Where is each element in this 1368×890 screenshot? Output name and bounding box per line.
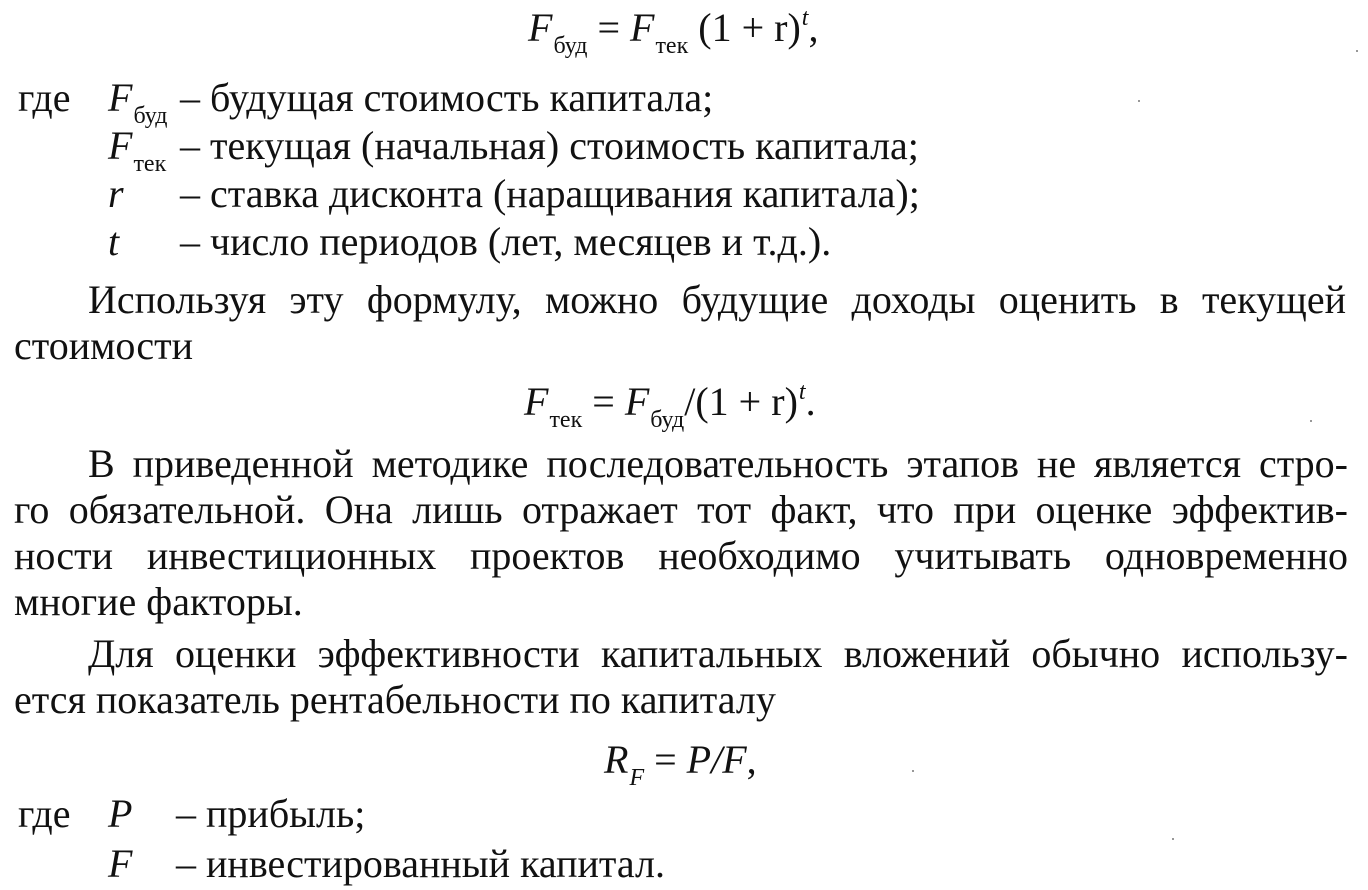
definition-symbol: F	[108, 841, 133, 886]
definition-symbol: r	[108, 171, 124, 216]
formula-operator: =	[644, 737, 687, 782]
formula-punctuation: ,	[746, 737, 757, 782]
formula-superscript: t	[801, 5, 809, 31]
formula-punctuation: .	[805, 379, 816, 424]
paragraph-line: го обязательной. Она лишь отражает тот факт, что при оценке эффектив-	[14, 487, 1348, 532]
formula-superscript: t	[798, 379, 806, 405]
definition-row	[108, 218, 119, 266]
formula-symbol: F	[524, 379, 549, 424]
formula-subscript: F	[629, 765, 645, 791]
definition-text: – будущая стоимость капитала;	[180, 75, 714, 120]
definition-subscript: буд	[133, 103, 168, 129]
paragraph-line: Используя эту формулу, можно будущие доходы оценить в текущей	[88, 277, 1346, 322]
formula-present-value	[524, 378, 816, 432]
definition-symbol: F	[108, 75, 133, 120]
formula-symbol: F	[528, 5, 553, 50]
formula-symbol: R	[604, 737, 629, 782]
scan-speck	[1138, 100, 1140, 102]
definition-row	[108, 74, 167, 128]
definition-subscript: тек	[133, 151, 167, 177]
where-label: где	[18, 75, 71, 120]
formula-subscript: тек	[549, 407, 583, 433]
paragraph-line: стоимости	[14, 323, 194, 368]
formula-symbol: F	[624, 379, 650, 424]
paragraph-line: ется показатель рентабельности по капиталу	[14, 677, 776, 722]
paragraph-line: В приведенной методике последовательность этапов не является стро-	[88, 441, 1348, 486]
definition-symbol: t	[108, 219, 120, 264]
definition-text: – инвестированный капитал.	[176, 841, 665, 886]
paragraph-line: Для оценки эффективности капитальных вложений обычно использу-	[88, 631, 1348, 676]
formula-expression: /(1 + r)	[684, 379, 798, 424]
formula-return-on-capital	[604, 736, 757, 790]
scan-speck	[1356, 50, 1358, 52]
formula-expression: P/F	[686, 737, 747, 782]
formula-subscript: буд	[553, 33, 588, 59]
paragraph-line: ности инвестиционных проектов необходимо учитывать одновременно	[14, 533, 1348, 578]
where-label: где	[18, 791, 71, 836]
definition-row	[108, 170, 124, 218]
formula-operator: =	[582, 379, 625, 424]
definition-row	[108, 122, 166, 176]
definition-symbol: P	[108, 791, 133, 836]
scan-speck	[1172, 838, 1174, 840]
definition-text: – текущая (начальная) стоимость капитала;	[180, 123, 919, 168]
definition-row	[108, 840, 132, 888]
formula-symbol: F	[630, 5, 655, 50]
formula-operator: =	[587, 5, 630, 50]
paragraph-line: многие факторы.	[14, 579, 303, 624]
scan-speck	[1310, 420, 1312, 422]
definition-text: – прибыль;	[176, 791, 366, 836]
formula-subscript: буд	[650, 407, 685, 433]
formula-punctuation: ,	[808, 5, 819, 50]
definition-symbol: F	[108, 123, 133, 168]
definition-text: – ставка дисконта (наращивания капитала);	[180, 171, 920, 216]
formula-subscript: тек	[655, 33, 689, 59]
formula-future-value	[528, 4, 818, 58]
scan-speck	[912, 770, 914, 772]
formula-expression: (1 + r)	[688, 5, 801, 50]
definition-text: – число периодов (лет, месяцев и т.д.).	[180, 219, 832, 264]
definition-row	[108, 790, 132, 838]
